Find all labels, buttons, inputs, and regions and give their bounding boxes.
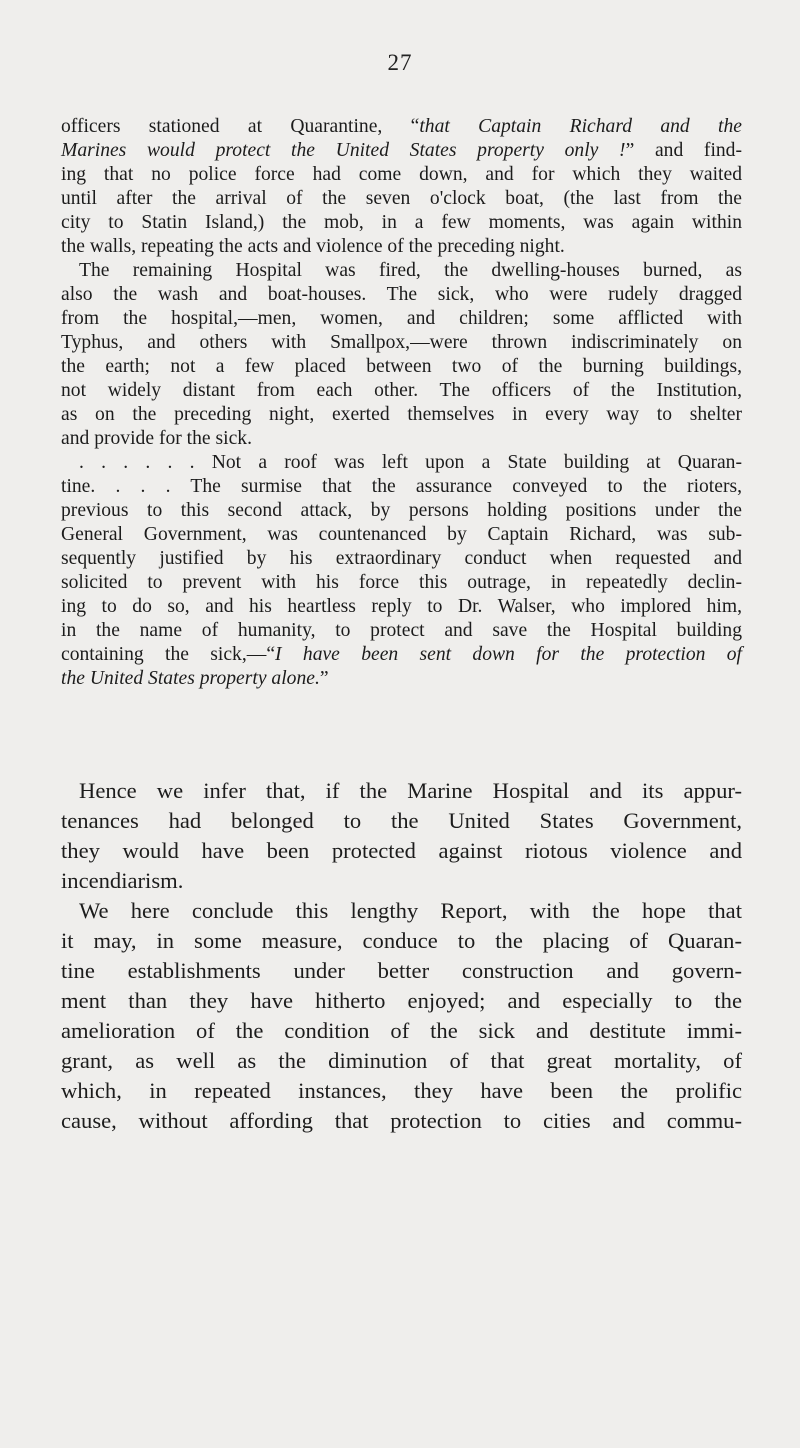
text-line: tine establishments under better construction and govern- [61, 958, 742, 983]
text-line: which, in repeated instances, they have been the prolific [61, 1078, 742, 1103]
text-line: it may, in some measure, conduce to the placing of Quaran- [61, 928, 742, 953]
text-line: . . . . . . Not a roof was left upon a State building at Quaran- [79, 452, 742, 473]
text-line: as on the preceding night, exerted themselves in every way to shelter [61, 404, 742, 425]
text-line: containing the sick,—“I have been sent down for the protection of [61, 644, 742, 665]
text-line: also the wash and boat-houses. The sick, who were rudely dragged [61, 284, 742, 305]
text-line: tine. . . . The surmise that the assurance conveyed to the rioters, [61, 476, 742, 497]
text-line: cause, without affording that protection to cities and commu- [61, 1108, 742, 1133]
text-line: ing that no police force had come down, and for which they waited [61, 164, 742, 185]
text-line: sequently justified by his extraordinary conduct when requested and [61, 548, 742, 569]
text-line: until after the arrival of the seven o'clock boat, (the last from the [61, 188, 742, 209]
text-line: incendiarism. [61, 868, 184, 893]
text-line: We here conclude this lengthy Report, with the hope that [79, 898, 742, 923]
text-line: solicited to prevent with his force this outrage, in repeatedly declin- [61, 572, 742, 593]
text-line: tenances had belonged to the United States Government, [61, 808, 742, 833]
text-line: grant, as well as the diminution of that great mortality, of [61, 1048, 742, 1073]
text-line: Marines would protect the United States property only !” and find- [61, 140, 743, 161]
text-line: Typhus, and others with Smallpox,—were thrown indiscriminately on [61, 332, 742, 353]
text-line: The remaining Hospital was fired, the dwelling-houses burned, as [79, 260, 742, 281]
text-line: General Government, was countenanced by Captain Richard, was sub- [61, 524, 742, 545]
text-line: previous to this second attack, by persons holding positions under the [61, 500, 742, 521]
text-line: from the hospital,—men, women, and children; some afflicted with [61, 308, 742, 329]
text-line: the United States property alone.” [61, 668, 329, 689]
text-line: officers stationed at Quarantine, “that Captain Richard and the [61, 116, 742, 137]
text-line: and provide for the sick. [61, 428, 252, 449]
text-line: the earth; not a few placed between two of the burning buildings, [61, 356, 742, 377]
text-line: in the name of humanity, to protect and save the Hospital building [61, 620, 742, 641]
text-line: Hence we infer that, if the Marine Hospital and its appur- [79, 778, 742, 803]
text-line: the walls, repeating the acts and violence of the preceding night. [61, 236, 565, 257]
text-line: ment than they have hitherto enjoyed; and especially to the [61, 988, 742, 1013]
page-number: 27 [387, 50, 413, 75]
text-line: not widely distant from each other. The officers of the Institution, [61, 380, 742, 401]
text-line: ing to do so, and his heartless reply to Dr. Walser, who implored him, [61, 596, 742, 617]
text-line: they would have been protected against riotous violence and [61, 838, 742, 863]
text-line: amelioration of the condition of the sick and destitute immi- [61, 1018, 742, 1043]
text-line: city to Statin Island,) the mob, in a few moments, was again within [61, 212, 742, 233]
report-paragraphs-small [61, 115, 742, 691]
report-paragraphs-large [61, 776, 742, 1136]
